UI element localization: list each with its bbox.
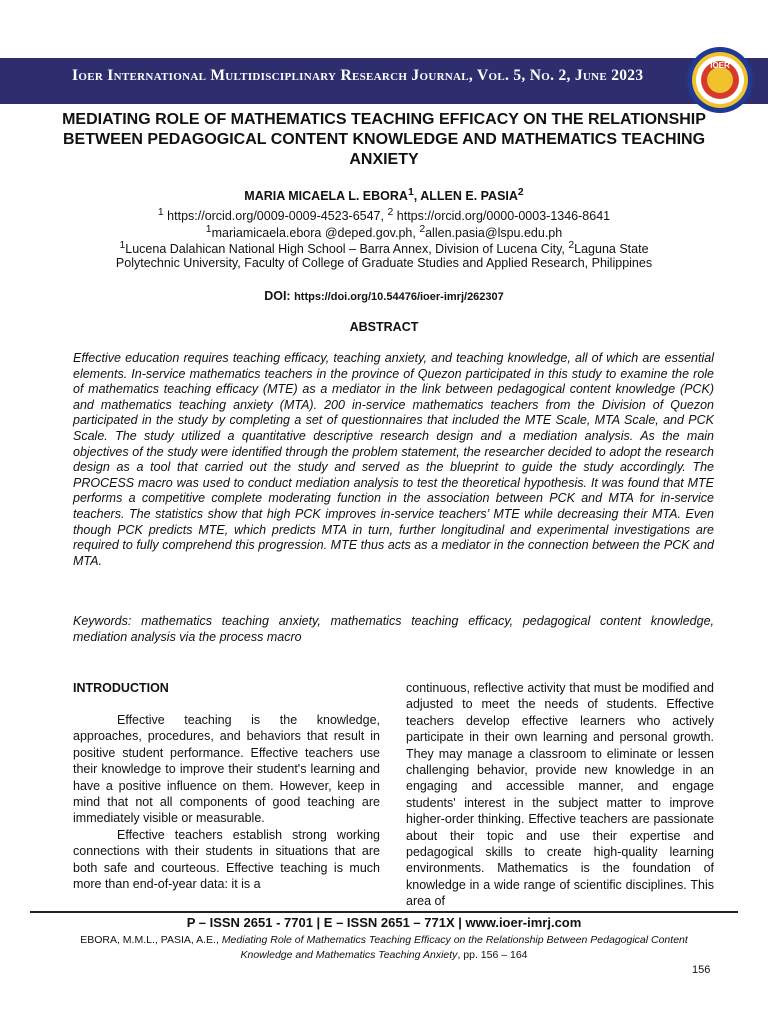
footer-issn: P – ISSN 2651 - 7701 | E – ISSN 2651 – 771X | www.ioer-imrj.com [186, 915, 582, 930]
ioer-seal-logo [686, 46, 754, 114]
doi-link[interactable]: https://doi.org/10.54476/ioer-imrj/262307 [294, 291, 504, 303]
doi-line [60, 289, 708, 303]
affiliation-line-2: Polytechnic University, Faculty of College of Graduate Studies and Applied Research, Philippines [115, 256, 653, 270]
page-number: 156 [692, 964, 711, 976]
abstract-text: Effective education requires teaching efficacy, teaching anxiety, and teaching knowledge, all of which are essential elements. In-service mathematics teachers in the province of Quezon participated in this study to examine the role of mathematics teaching efficacy (MTE) as a mediator in the link between pedagogical content knowledge (PCK) and mathematics teaching anxiety (MTA). 200 in-service mathematics teachers from the Division of Quezon participated in the study by completing a set of questionnaires that included the MTE Scale, MTA Scale, and PCK Scale. The study utilized a quantitative descriptive research design and a mediation analysis. As the main objectives of the study were identified through the problem statement, the researcher decided to adopt the research design as a tool that carried out the study and served as the blueprint to guide the study accordingly. The PROCESS macro was used to conduct mediation analysis to test the theoretical hypothesis. It was found that MTE performs a competitive complete moderating function in the association between PCK and MTA for in-service teachers. The statistics show that high PCK improves in-service teachers’ MTE while decreasing their MTA. Even though PCK predicts MTE, which predicts MTA in turn, further longitudinal and experimental investigations are required to fully comprehend this progression. MTE thus acts as a mediator in the connection between the PCK and MTA. [73, 351, 714, 568]
cite-authors: EBORA, M.M.L., PASIA, A.E., [80, 934, 219, 946]
author-list: MARIA MICAELA L. EBORA$^1$, ALLEN E. PASIA$^2$ [244, 187, 524, 204]
affiliation-2-start: Laguna State [574, 242, 649, 257]
author-1: MARIA MICAELA L. EBORA [244, 189, 408, 204]
intro-paragraph-2: Effective teachers establish strong working connections with their students in situations that are both safe and courteous. Effective teaching is much more than end-of-year data: it is a [73, 827, 380, 892]
right-column [406, 680, 714, 910]
cite-pages: , pp. 156 – 164 [457, 949, 528, 961]
orcid-2[interactable]: https://orcid.org/0000-0003-1346-8641 [396, 209, 611, 224]
affiliation-1: Lucena Dalahican National High School – Barra Annex, Division of Lucena City, [125, 242, 565, 257]
email-line: $^1$mariamicaela.ebora @deped.gov.ph, $^2$allen.pasia@lspu.edu.ph [205, 224, 563, 241]
cite-title: Mediating Role of Mathematics Teaching Efficacy on the Relationship Between Pedagogical Content Knowledge and Mathematics Teaching Anxiety [221, 934, 688, 961]
intro-paragraph-3: continuous, reflective activity that must be modified and adjusted to meet the needs of students. Effective teachers develop effective learners who actively participate in their own learning and personal growth. They may manage a classroom to eliminate or lessen challenging behavior, provide new knowledge in an engaging and accessible manner, and engage students' interest in the subject matter to improve higher-order thinking. Effective teachers are passionate about their topic and use their expertise and pedagogical skills to create high-quality learning environments. Mathematics is the foundation of knowledge in a wide range of scientific disciplines. This area of [406, 681, 714, 909]
abstract-heading: ABSTRACT [349, 320, 419, 334]
paper-title: MEDIATING ROLE OF MATHEMATICS TEACHING EFFICACY ON THE RELATIONSHIP BETWEEN PEDAGOGICAL CONTENT KNOWLEDGE AND MATHEMATICS TEACHING ANXIETY [62, 111, 706, 168]
introduction-heading: INTRODUCTION [73, 681, 169, 695]
footer-rule [30, 911, 738, 913]
doi-label: DOI: [264, 289, 291, 303]
author-2: ALLEN E. PASIA [420, 189, 518, 204]
affiliation-line-1: $^1$Lucena Dalahican National High School – Barra Annex, Division of Lucena City, $^2$Laguna State [119, 240, 649, 257]
intro-paragraph-1: Effective teaching is the knowledge, approaches, procedures, and behaviors that result in positive student performance. Effective teachers use their knowledge to improve their student's learning and have a positive influence on them. However, keep in mind that not all components of good teaching are immediately visible or measurable. [73, 713, 380, 826]
orcid-line: $^1$ https://orcid.org/0009-0009-4523-6547, $^2$ https://orcid.org/0000-0003-1346-8641 [157, 207, 611, 224]
footer-citation [60, 933, 708, 963]
email-1[interactable]: mariamicaela.ebora @deped.gov.ph, [211, 226, 416, 241]
seal-label: IOER [710, 61, 730, 70]
orcid-1[interactable]: https://orcid.org/0009-0009-4523-6547, [167, 209, 384, 224]
email-2[interactable]: allen.pasia@lspu.edu.ph [425, 226, 563, 241]
keywords: Keywords: mathematics teaching anxiety, mathematics teaching efficacy, pedagogical content knowledge, mediation analysis via the process macro [73, 614, 714, 644]
journal-title: Ioer International Multidisciplinary Research Journal, Vol. 5, No. 2, June 2023 [72, 67, 644, 84]
left-column [73, 712, 380, 892]
